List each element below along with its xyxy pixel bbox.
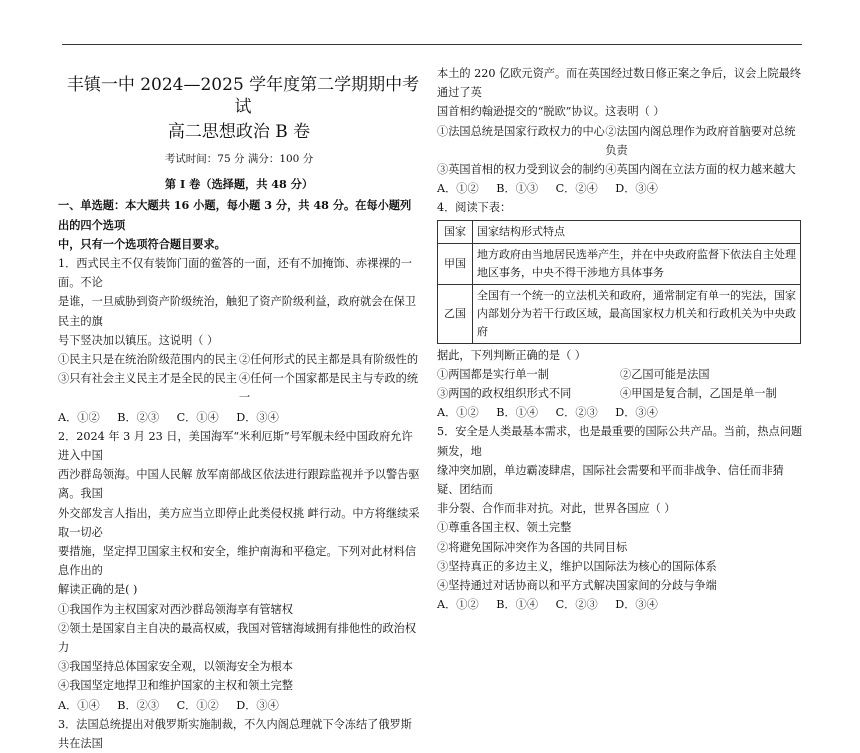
q3-choice-b[interactable]: B．①③ (496, 182, 539, 196)
q3-option: ②法国内阁总理作为政府首脑要对总统负责 (605, 124, 796, 157)
q3-options-row (437, 160, 803, 179)
q4-choice-b[interactable]: B．①④ (496, 406, 539, 420)
q5-stem-line: 非分裂、合作而非对抗。对此，世界各国应（ ） (437, 502, 676, 516)
q5-stem-line: 缘冲突加剧，单边霸凌肆虐，国际社会需要和平而非战争、信任而非猜疑、团结而 (437, 463, 784, 497)
q4-choice-d[interactable]: D．③④ (615, 406, 658, 420)
q5-choices (437, 595, 803, 614)
instructions-line: 一、单选题：本大题共 16 小题，每小题 3 分，共 48 分。在每小题列出的四个选项 (58, 198, 412, 232)
q5-option: ④坚持通过对话协商以和平方式解决国家间的分歧与争端 (437, 579, 717, 593)
q3-options-row (437, 122, 803, 160)
q5-choice-d[interactable]: D．③④ (615, 598, 658, 612)
q3-choices (437, 179, 803, 198)
q3-option: ④英国内阁在立法方面的权力越来越大 (605, 163, 796, 177)
q2-option: ①我国作为主权国家对西沙群岛领海享有管辖权 (58, 602, 293, 616)
q1-stem-line: 1．西式民主不仅有装饰门面的鲎答的一面，还有不加掩饰、赤裸裸的一面。不论 (58, 257, 412, 290)
q3-option: ①法国总统是国家行政权力的中心 (437, 124, 605, 138)
q4-choice-c[interactable]: C．②③ (555, 406, 598, 420)
exam-title: 丰镇一中 2024—2025 学年度第二学期期中考试 (66, 75, 420, 117)
q2-option: ④我国坚定地捍卫和维护国家的主权和领土完整 (58, 679, 293, 693)
q5-option: ③坚持真正的多边主义，维护以国际法为核心的国际体系 (437, 559, 717, 573)
question-1 (58, 254, 420, 427)
left-column (58, 64, 420, 753)
q3-choice-d[interactable]: D．③④ (615, 182, 658, 196)
q2-choice-d[interactable]: D．③④ (236, 698, 279, 712)
q4-intro: 4．阅读下表： (437, 201, 512, 215)
q1-choice-a[interactable]: A．①② (58, 410, 100, 424)
q5-option: ①尊重各国主权、领土完整 (437, 521, 572, 535)
q4-stem: 据此，下列判断正确的是（ ） (437, 348, 586, 362)
q2-choices (58, 696, 420, 715)
q2-stem-line: 外交部发言人指出，美方应当立即停止此类侵权挑 衅行动。中方将继续采取一切必 (58, 506, 420, 539)
table-header-row (438, 220, 801, 243)
q2-stem-line: 西沙群岛领海。中国人民解 放军南部战区依法进行跟踪监视并予以警告驱离。我国 (58, 468, 420, 501)
table-cell: 甲国 (438, 243, 473, 284)
exam-subtitle: 高二思想政治 B 卷 (167, 122, 311, 142)
header-rule (62, 44, 802, 45)
q4-option: ②乙国可能是法国 (620, 367, 710, 381)
q3-stem-line: 本土的 220 亿欧元资产。而在英国经过数日修正案之争后，议会上院最终通过了英 (437, 67, 802, 100)
exam-meta: 考试时间：75 分 满分：100 分 (164, 153, 314, 165)
table-header-cell: 国家 (438, 220, 473, 243)
q3-option: ③英国首相的权力受到议会的制约 (437, 163, 605, 177)
q5-choice-c[interactable]: C．②③ (555, 598, 598, 612)
q2-stem-line: 解读正确的是( ) (58, 583, 138, 597)
q5-choice-b[interactable]: B．①④ (496, 598, 539, 612)
q1-choice-d[interactable]: D．③④ (236, 410, 279, 424)
q1-options-row (58, 369, 420, 407)
table-cell: 地方政府由当地居民选举产生，并在中央政府监督下依法自主处理地区事务，中央不得干涉地方具体事务 (473, 243, 801, 284)
q2-choice-b[interactable]: B．②③ (117, 698, 160, 712)
question-4 (437, 198, 803, 422)
q1-option: ②任何形式的民主都是具有阶级性的 (239, 353, 419, 367)
q5-stem-line: 5．安全是人类最基本需求，也是最重要的国际公共产品。当前，热点问题频发，地 (437, 425, 803, 458)
q1-option: ①民主只是在统治阶级范围内的民主 (58, 353, 238, 367)
q4-options-row (437, 384, 803, 403)
question-3 (437, 64, 803, 198)
q3-stem-line: 3．法国总统提出对俄罗斯实施制裁，不久内阁总理就下令冻结了俄罗斯共在法国 (58, 717, 412, 751)
q2-option: ②领土是国家自主自决的最高权威，我国对管辖海域拥有排他性的政治权力 (58, 621, 417, 655)
q5-option: ②将避免国际冲突作为各国的共同目标 (437, 540, 628, 554)
question-2 (58, 427, 420, 715)
right-column (437, 64, 803, 614)
instructions-line: 中，只有一个选项符合题目要求。 (58, 236, 226, 251)
q3-choice-c[interactable]: C．②④ (555, 182, 598, 196)
q4-choices (437, 403, 803, 422)
q1-options-row (58, 350, 420, 369)
q1-stem-line: 号下竖决加以镇压。这说明（ ） (58, 333, 219, 347)
q2-option: ③我国坚持总体国家安全观，以领海安全为根本 (58, 660, 293, 674)
q1-choices (58, 408, 420, 427)
q1-option: ③只有社会主义民主才是全民的民主 (58, 372, 238, 386)
state-structure-table (437, 220, 801, 344)
q4-choice-a[interactable]: A．①② (437, 406, 479, 420)
q1-stem-line: 是谁，一旦威胁到资产阶级统治，触犯了资产阶级利益，政府就会在保卫民主的旗 (58, 295, 417, 328)
q3-stem-line: 国首相约翰逊提交的“脱欧”协议。这表明（ ） (437, 105, 665, 119)
q1-option: ④任何一个国家都是民主与专政的统一 (239, 372, 419, 405)
section-heading: 第 Ⅰ 卷（选择题，共 48 分） (164, 177, 314, 192)
table-header-cell: 国家结构形式特点 (473, 220, 801, 243)
q4-option: ①两国都是实行单一制 (437, 367, 549, 381)
q4-options-row (437, 365, 803, 384)
q4-option: ④甲国是复合制，乙国是单一制 (620, 387, 777, 401)
q2-stem-line: 要措施，坚定捍卫国家主权和安全，维护南海和平稳定。下列对此材料信 息作出的 (58, 545, 417, 578)
q5-choice-a[interactable]: A．①② (437, 598, 479, 612)
q4-option: ③两国的政权组织形式不同 (437, 387, 572, 401)
table-cell: 全国有一个统一的立法机关和政府，通常制定有单一的宪法，国家内部划分为若干行政区域，最高国家权力机关和行政机关为中央政府 (473, 284, 801, 343)
q1-choice-b[interactable]: B．②③ (117, 410, 160, 424)
table-row (438, 243, 801, 284)
question-5 (437, 422, 803, 614)
q3-choice-a[interactable]: A．①② (437, 182, 479, 196)
q2-choice-c[interactable]: C．①② (176, 698, 219, 712)
q2-choice-a[interactable]: A．①④ (58, 698, 100, 712)
table-cell: 乙国 (438, 284, 473, 343)
table-row (438, 284, 801, 343)
q1-choice-c[interactable]: C．①④ (176, 410, 219, 424)
q2-stem-line: 2．2024 年 3 月 23 日，美国海军“米利厄斯”号军舰未经中国政府允许进入中国 (58, 429, 413, 463)
